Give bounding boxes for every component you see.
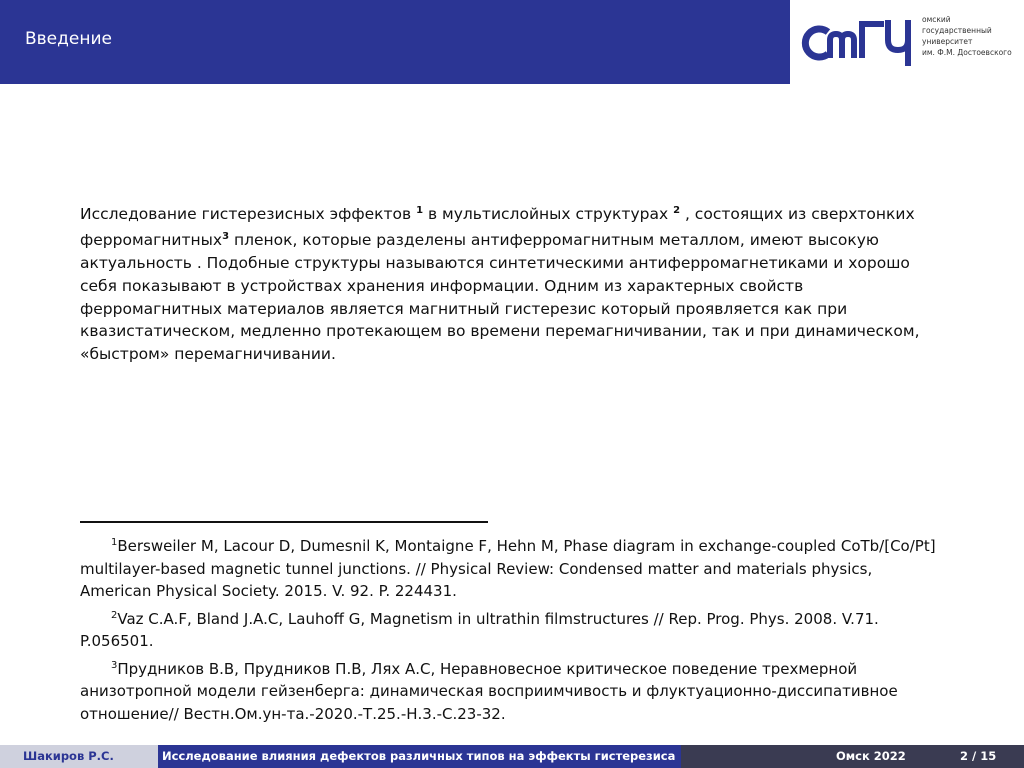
footnotes xyxy=(80,532,942,727)
footnote-item xyxy=(80,655,942,726)
logo-g-shape xyxy=(862,24,884,58)
logo-m-shape xyxy=(830,34,854,58)
logo-u-shape xyxy=(888,20,908,66)
footnote-item xyxy=(80,532,942,603)
footnote-text: Прудников В.В, Прудников П.В, Лях А.С, Неравновесное критическое поведение трехмерной анизотропной модели гейзенберга: динамическая восприимчивость и флуктуационно-диссипативное отношение// Вестн.Ом.ун-та.-2020.-Т.25.-Н.3.-С.23-32. xyxy=(80,659,898,723)
logo-line: государственный xyxy=(922,26,992,35)
logo-line: им. Ф.М. Достоевского xyxy=(922,48,1012,57)
footnote-ref[interactable]: 3 xyxy=(222,230,230,242)
logo-o-shape xyxy=(805,29,828,57)
footer-title: Исследование влияния дефектов различных типов на эффекты гистерезиса xyxy=(158,745,681,768)
footnote-ref[interactable]: 1 xyxy=(416,205,424,216)
university-logo xyxy=(790,0,1024,84)
footnote-text: Bersweiler M, Lacour D, Dumesnil K, Montaigne F, Hehn M, Phase diagram in exchange-coupled CoTb/[Co/Pt] multilayer-based magnetic tunnel junctions. // Physical Review: Condensed matter and materials physics, American Physical Society. 2015. V. 92. P. 224431. xyxy=(80,537,936,600)
paragraph-text: пленок, которые разделены антиферромагнитным металлом, имеют высокую актуальность . Подобные структуры называются синтетическими антиферромагнетиками и хорошо себя показывают в устройствах хранения информации. Одним из характерных свойств ферромагнитных материалов является магнитный гистерезис который проявляется как при квазистатическом, медленно протекающем во времени перемагничивании, так и при динамическом, «быстром» перемагничивании. xyxy=(80,231,920,364)
logo-caption xyxy=(922,14,1012,58)
footnote-text: Vaz C.A.F, Bland J.A.C, Lauhoff G, Magnetism in ultrathin filmstructures // Rep. Prog. Phys. 2008. V.71. P.056501. xyxy=(80,609,879,650)
footnote-mark: 3 xyxy=(111,659,118,671)
footnote-ref[interactable]: 2 xyxy=(673,205,681,216)
header-bar xyxy=(0,0,790,84)
paragraph-text: в мультислойных структурах xyxy=(423,205,674,224)
paragraph-text: , состоящих из сверхтонких ферромагнитных xyxy=(80,205,915,250)
logo-line: университет xyxy=(922,37,973,46)
logo-line: омский xyxy=(922,15,951,24)
footnote-mark: 1 xyxy=(111,537,118,548)
footnote-item xyxy=(80,605,942,653)
footnote-mark: 2 xyxy=(111,609,118,621)
omgu-logo-mark xyxy=(800,10,918,70)
paragraph-text: Исследование гистерезисных эффектов xyxy=(80,205,417,224)
page-counter: 2 / 15 xyxy=(960,749,997,763)
footnote-divider xyxy=(80,521,488,523)
footer-bar xyxy=(0,745,1024,768)
footer-author: Шакиров Р.С. xyxy=(0,745,158,768)
footer-place-date: Омск 2022 xyxy=(836,749,906,763)
footer-info xyxy=(681,745,1024,768)
intro-paragraph xyxy=(80,200,940,366)
frame-title: Введение xyxy=(25,29,112,49)
